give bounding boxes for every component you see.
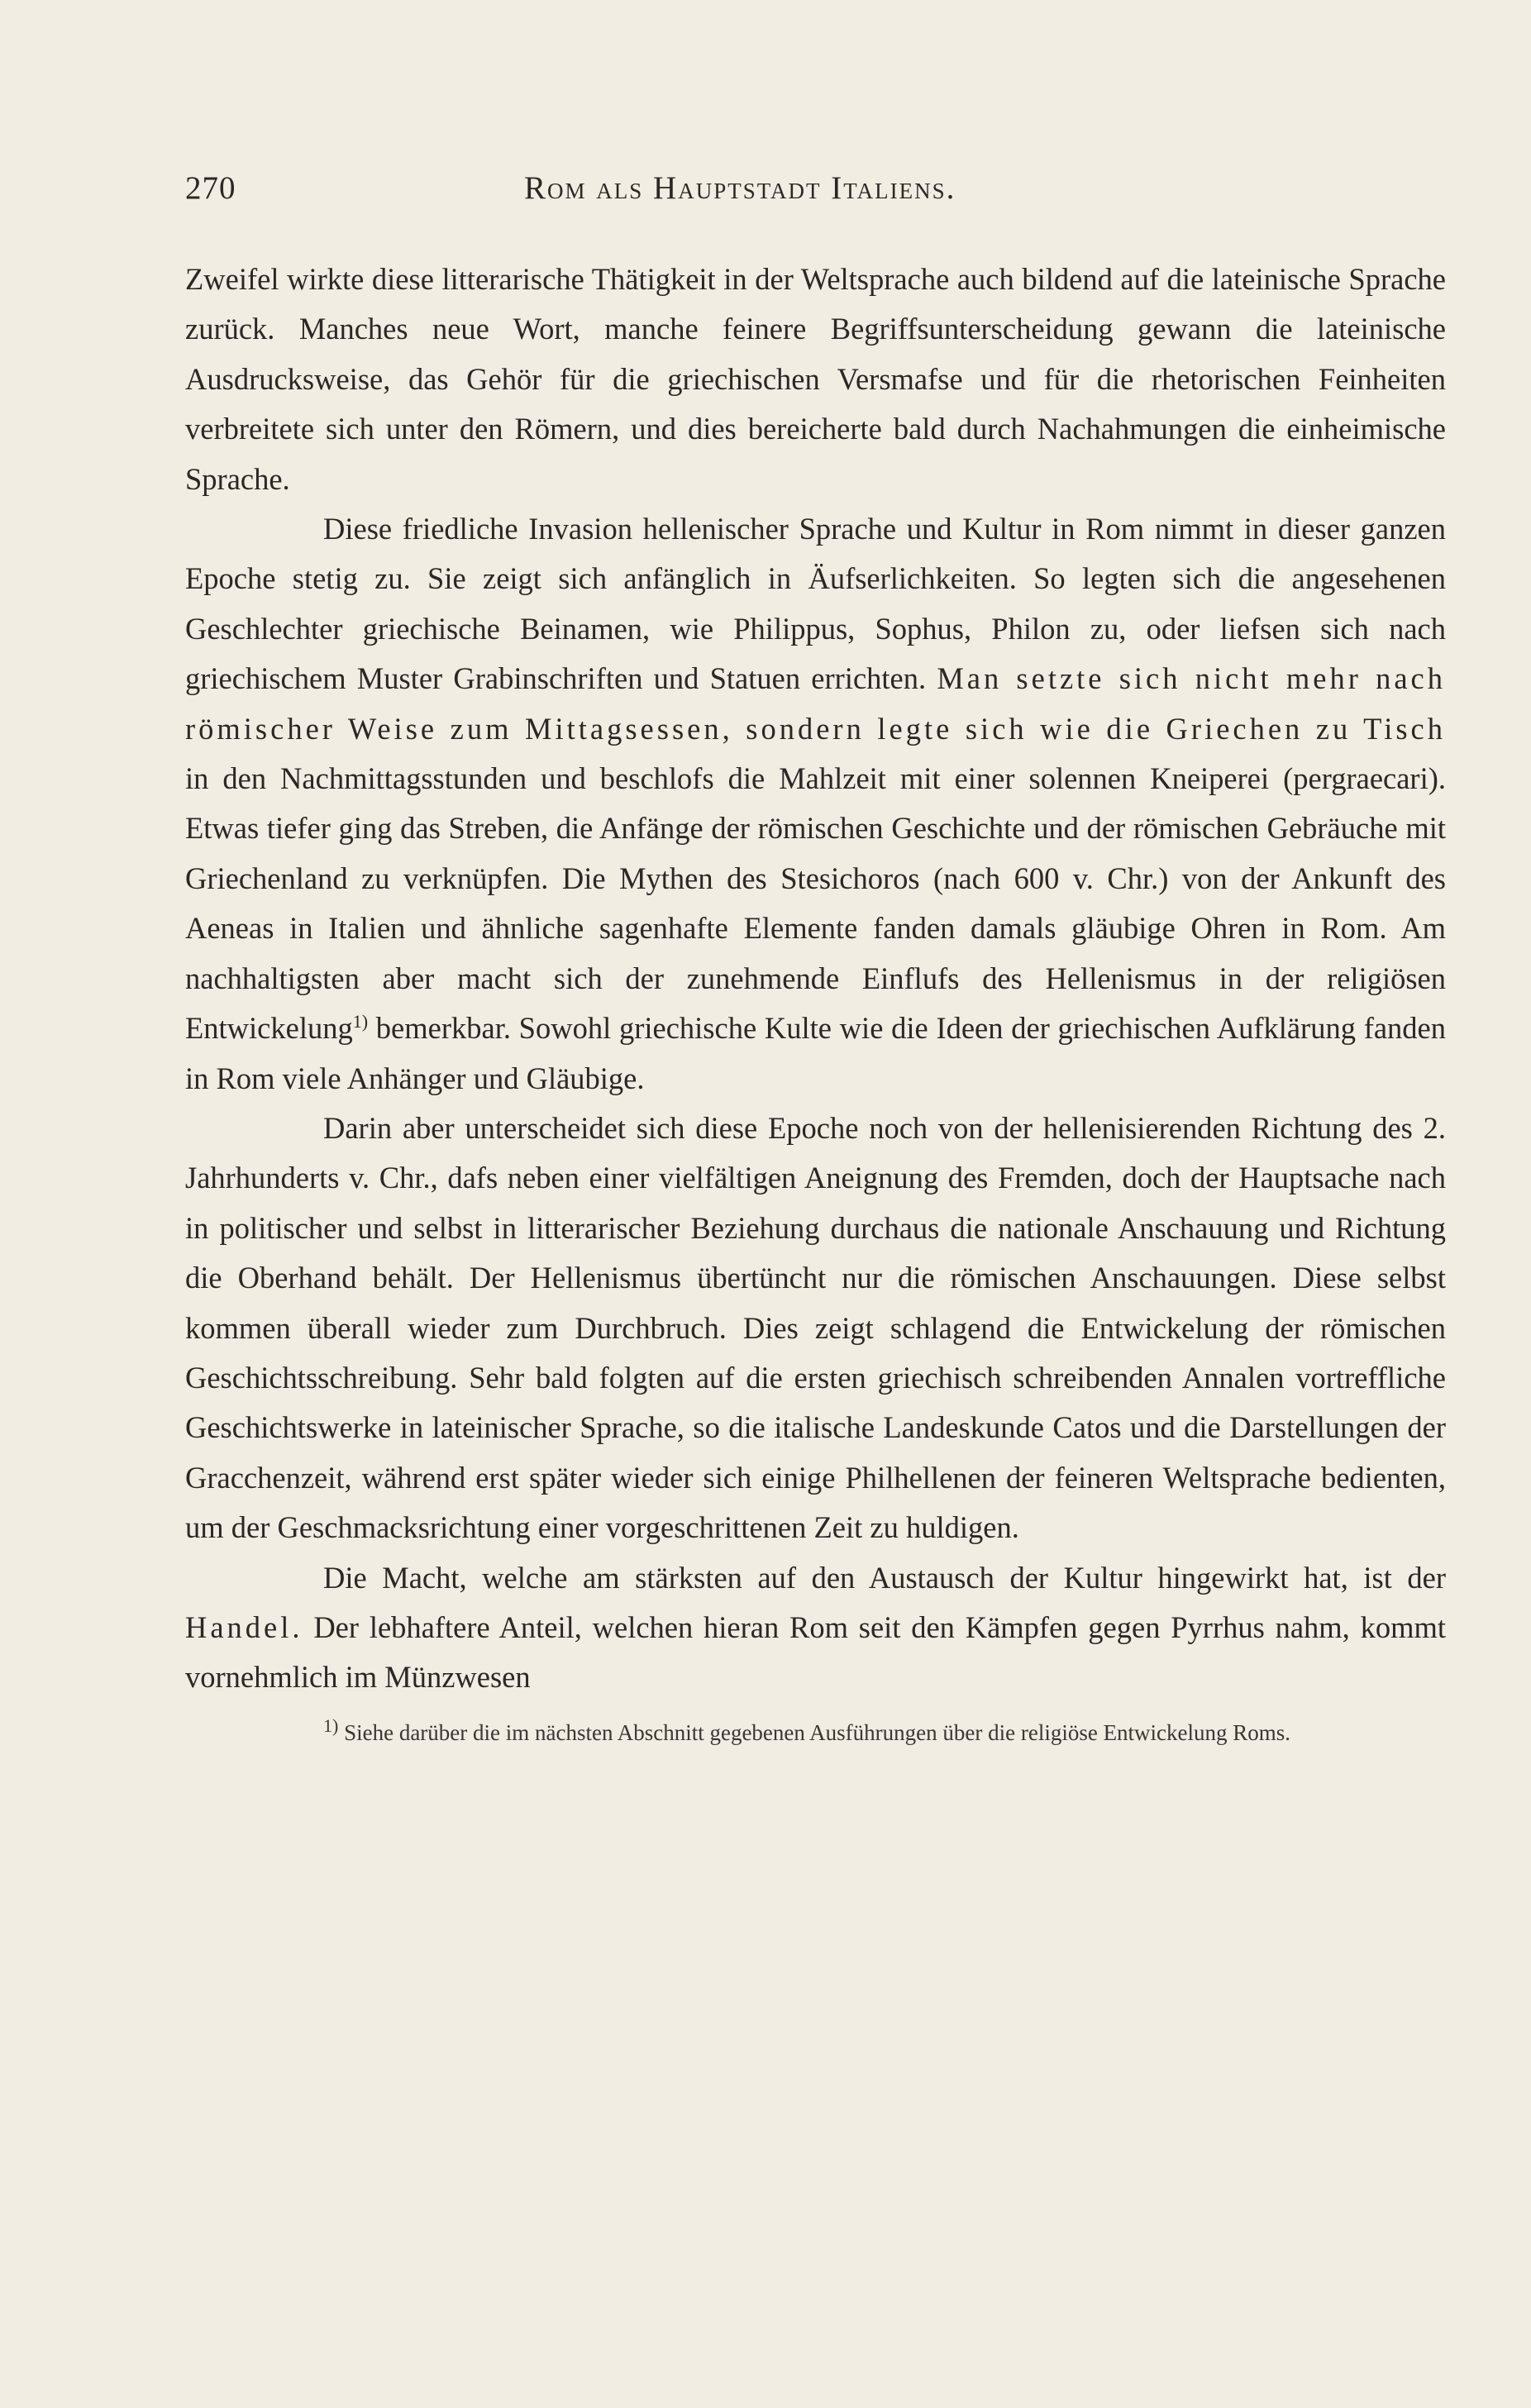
paragraph-2-part-a: Diese friedliche Invasion hellenischer Sprache und Kultur in Rom nimmt in dieser ganzen Epoche stetig zu. Sie zeigt sich anfänglich in Äufserlichkeiten. So legten sich die angesehenen Geschlechter griechische Beinamen, wie Philippus, Sophus, Philon zu, oder liefsen sich nach griechischem Muster Grabinschriften und Statuen errichten.: [185, 512, 1446, 696]
paragraph-4-part-a: Die Macht, welche am stärksten auf den Austausch der Kultur hingewirkt hat, ist der: [323, 1560, 1446, 1595]
paragraph-2-spaced: Man setzte sich nicht mehr nach römischer Weise zum Mittagsessen, sondern legte sich wie die Griechen zu Tisch: [185, 661, 1446, 746]
paragraph-4-part-b: Der lebhaftere Anteil, welchen hieran Rom seit den Kämpfen gegen Pyrrhus nahm, kommt vornehmlich im Münzwesen: [185, 1609, 1447, 1695]
page-number: 270: [185, 170, 236, 206]
footnote-reference[interactable]: 1): [352, 1010, 369, 1032]
running-title: Rom als Hauptstadt Italiens.: [524, 170, 956, 206]
paragraph-1: Zweifel wirkte diese litterarische Thätigkeit in der Weltsprache auch bildend auf die lateinische Sprache zurück. Manches neue Wort, manche feinere Begriffsunterscheidung gewann die lateinische Ausdrucksweise, das Gehör für die griechischen Versmafse und für die rhetorischen Feinheiten verbreitete sich unter den Römern, und dies bereicherte bald durch Nachahmungen die einheimische Sprache.: [185, 262, 1446, 496]
body-text: [185, 255, 1446, 1703]
footnote: [185, 1714, 1446, 1751]
paragraph-2: [185, 504, 1446, 1104]
running-head: [185, 169, 1446, 219]
page: [185, 169, 1446, 1751]
paragraph-2-part-c: in den Nachmittagsstunden und beschlofs die Mahlzeit mit einer solennen Kneiperei (pergraecari). Etwas tiefer ging das Streben, die Anfänge der römischen Geschichte und der römischen Gebräuche mit Griechenland zu verknüpfen. Die Mythen des Stesichoros (nach 600 v. Chr.) von der Ankunft des Aeneas in Italien und ähnliche sagenhafte Elemente fanden damals gläubige Ohren in Rom. Am nachhaltigsten aber macht sich der zunehmende Einflufs des Hellenismus in der religiösen Entwickelung: [185, 761, 1446, 1046]
paragraph-4-spaced: Handel.: [185, 1609, 303, 1644]
paragraph-3: Darin aber unterscheidet sich diese Epoche noch von der hellenisierenden Richtung des 2. Jahrhunderts v. Chr., dafs neben einer vielfältigen Aneignung des Fremden, doch der Hauptsache nach in politischer und selbst in litterarischer Beziehung durchaus die nationale Anschauung und Richtung die Oberhand behält. Der Hellenismus übertüncht nur die römischen Anschauungen. Diese selbst kommen überall wieder zum Durchbruch. Dies zeigt schlagend die Entwickelung der römischen Geschichtsschreibung. Sehr bald folgten auf die ersten griechisch schreibenden Annalen vortreffliche Geschichtswerke in lateinischer Sprache, so die italische Landeskunde Catos und die Darstellungen der Gracchenzeit, während erst später wieder sich einige Philhellenen der feineren Weltsprache bedienten, um der Geschmacksrichtung einer vorgeschrittenen Zeit zu huldigen.: [185, 1110, 1446, 1545]
paragraph-2-part-d: bemerkbar. Sowohl griechische Kulte wie die Ideen der griechischen Aufklärung fanden in Rom viele Anhänger und Gläubige.: [185, 1011, 1446, 1095]
footnote-text: Siehe darüber die im nächsten Abschnitt gegebenen Ausführungen über die religiöse Entwickelung Roms.: [344, 1719, 1291, 1745]
footnote-marker: 1): [323, 1714, 339, 1736]
paragraph-4: [185, 1553, 1446, 1703]
